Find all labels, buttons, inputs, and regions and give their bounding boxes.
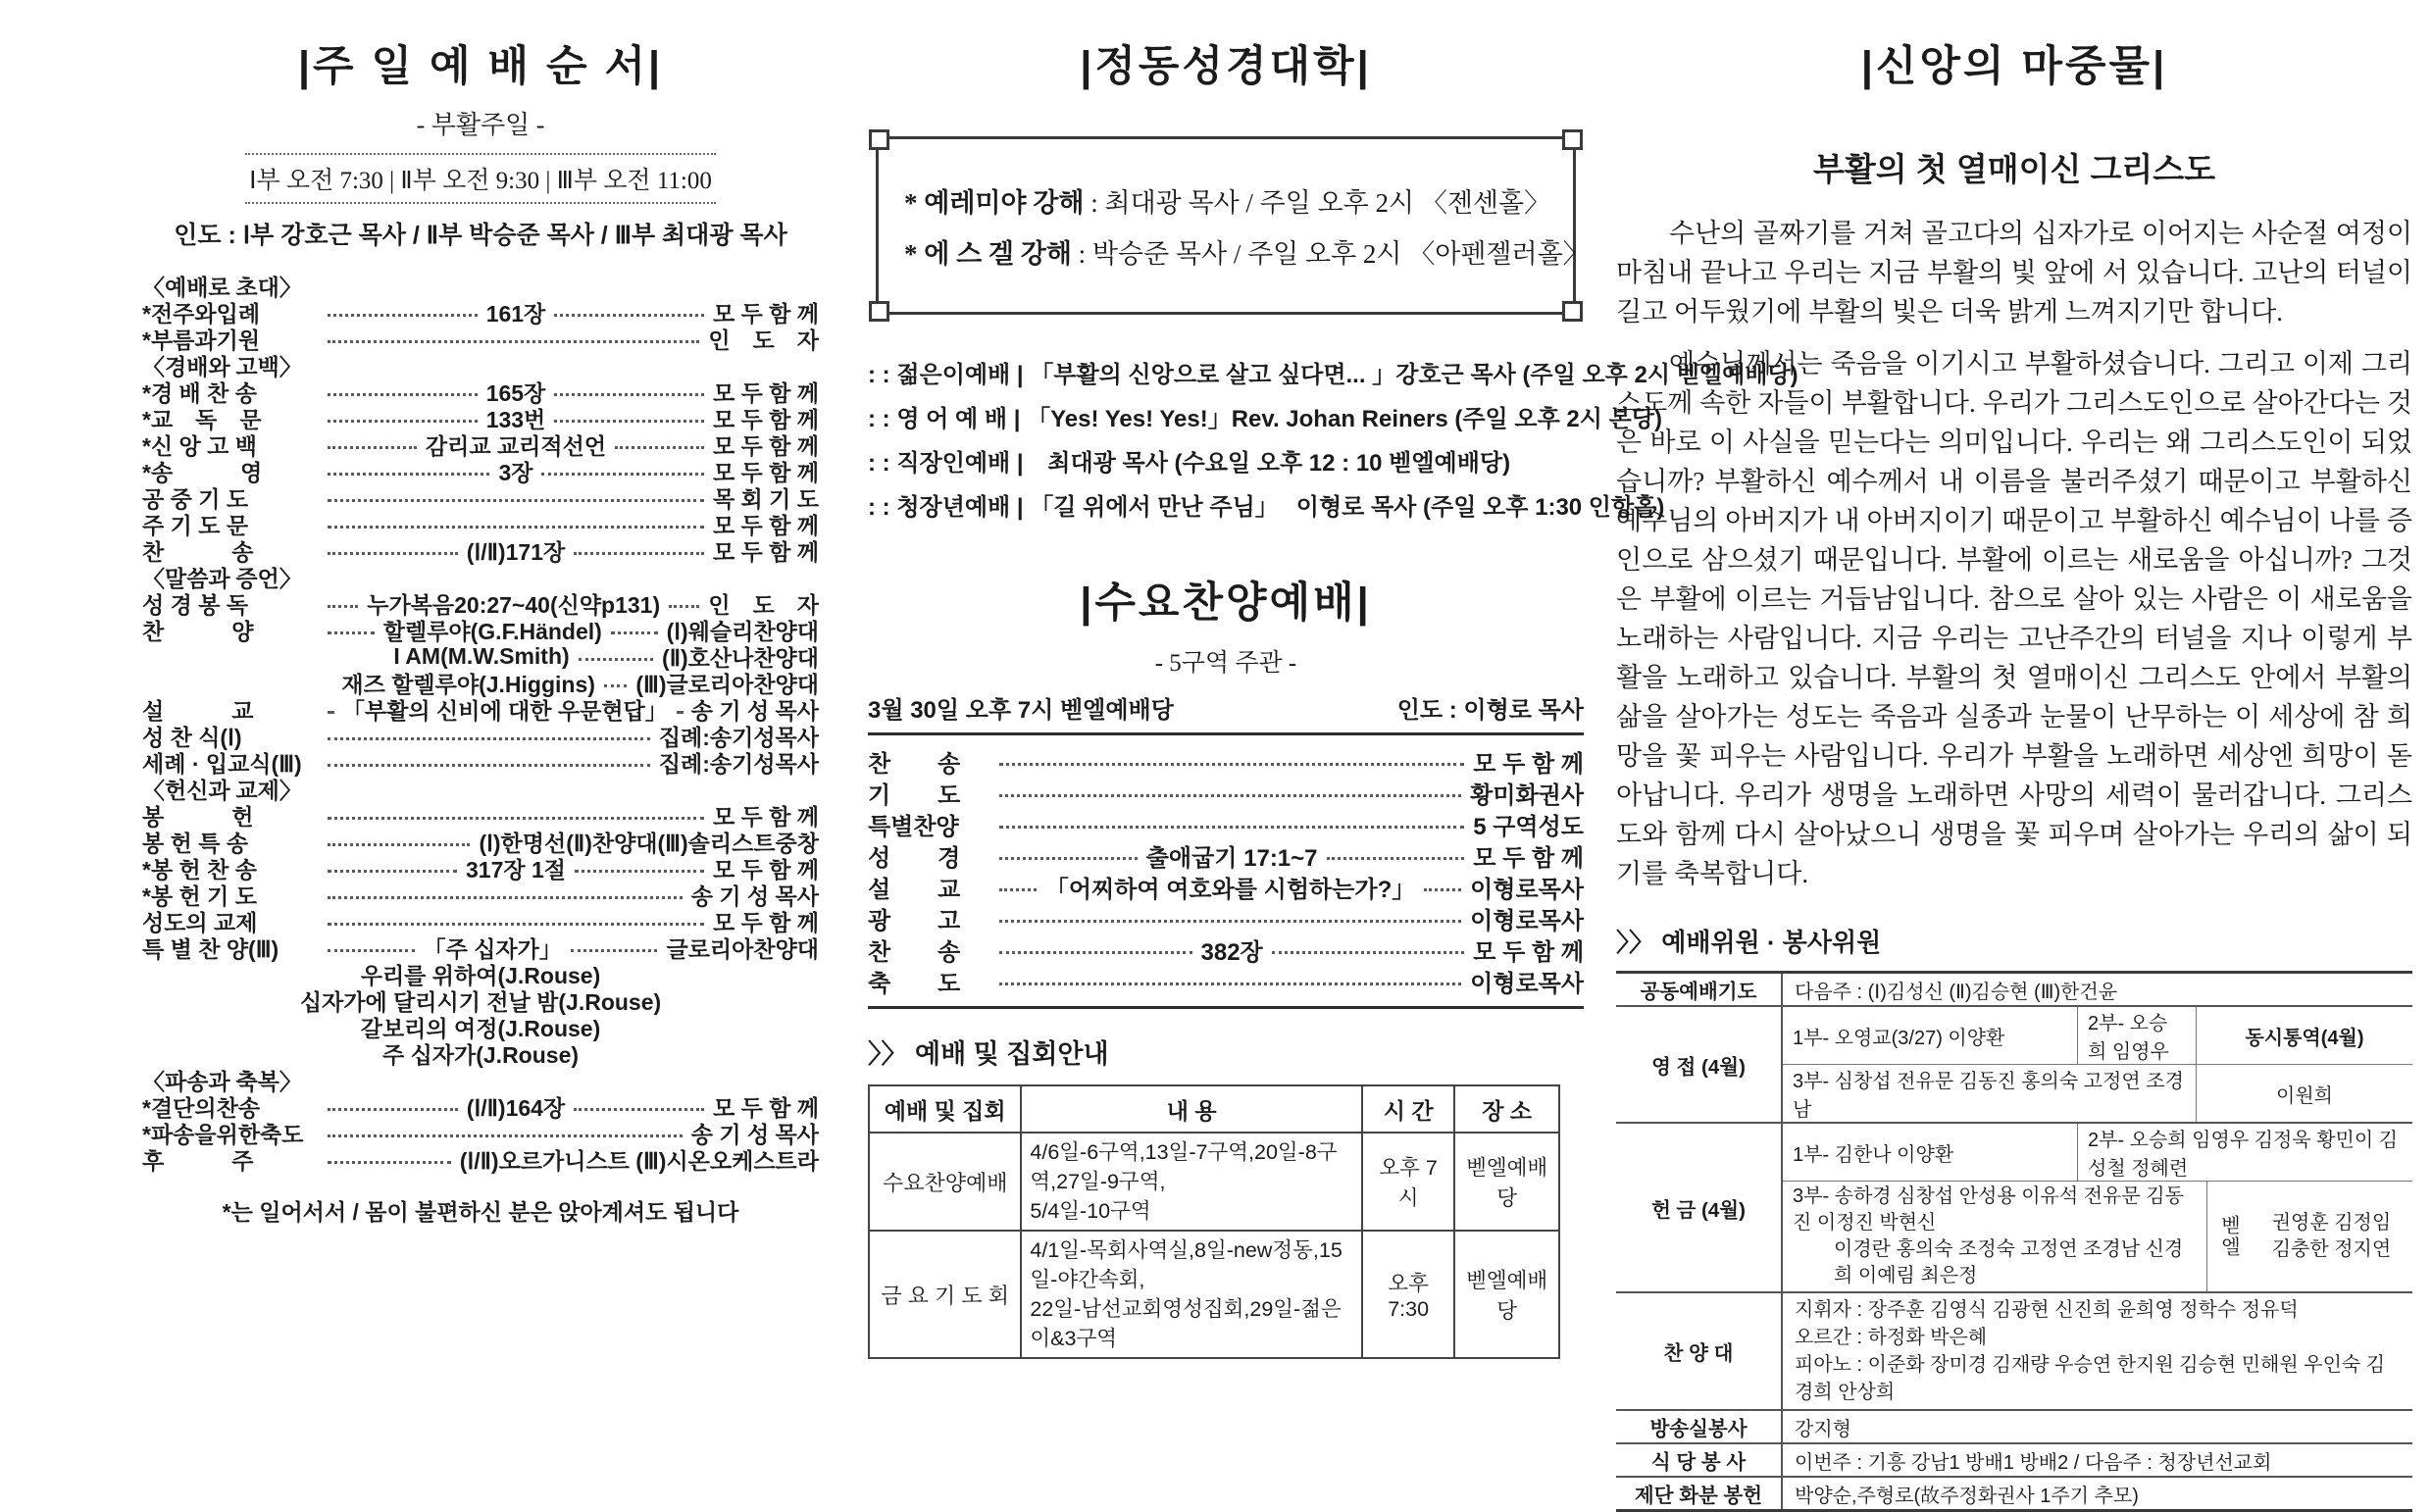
- schedule-content: [1021, 1231, 1362, 1358]
- order-item-label: *신 앙 고 백: [142, 433, 257, 459]
- dot-leader: [328, 711, 333, 714]
- offering-part3: [1783, 1182, 2206, 1291]
- offering-name-line: 권영훈 김정임: [2271, 1212, 2392, 1234]
- row-label: 식 당 봉 사: [1616, 1444, 1783, 1476]
- offering-part1: 1부- 김한나 이양환: [1793, 1143, 1954, 1166]
- dot-leader: [575, 870, 704, 873]
- order-item-label: 설 교: [142, 698, 254, 724]
- dot-leader: [328, 393, 478, 396]
- schedule-content-line: 5/4일-10구역: [1030, 1199, 1151, 1223]
- interpreter-name: 이원희: [2196, 1065, 2412, 1122]
- order-item-assignee: 목 회 기 도: [712, 486, 819, 512]
- order-item-assignee: 모 두 함 께: [712, 910, 819, 935]
- order-item-label: 세례 · 입교식(Ⅲ): [142, 751, 302, 777]
- dot-leader: [999, 763, 1464, 766]
- lecture-name: * 에 스 겔 강해: [904, 238, 1072, 269]
- order-section-header: 〈경배와 고백〉: [142, 355, 302, 379]
- dot-leader: [999, 983, 1461, 985]
- order-row: [868, 902, 1584, 933]
- order-item-label: 찬 양: [142, 619, 254, 644]
- order-item-center: 할렐루야(G.F.Händel): [382, 619, 602, 644]
- choir-conductors: 지휘자 : 장주훈 김영식 김광현 신진희 윤희영 정학수 정유덕: [1795, 1299, 2299, 1321]
- order-row: [868, 871, 1584, 902]
- order-item-assignee: (Ⅰ)한명선(Ⅱ)찬양대(Ⅲ)솔리스트중창: [479, 831, 819, 856]
- broadcast-row: [1616, 1411, 2412, 1444]
- sunday-worship-title: |주 일 예 배 순 서|: [297, 43, 664, 90]
- dot-leader: [554, 420, 704, 423]
- service-times: Ⅰ부 오전 7:30 | Ⅱ부 오전 9:30 | Ⅲ부 오전 11:00: [245, 153, 716, 204]
- order-item-assignee: 인 도 자: [708, 328, 819, 353]
- order-item-label: *결단의찬송: [142, 1095, 261, 1121]
- wednesday-subtitle: - 5구역 주관 -: [1154, 650, 1297, 677]
- order-item-label: 설 교: [868, 876, 961, 903]
- order-item-center: 「어찌하여 여호와를 시험하는가?」: [1044, 876, 1416, 903]
- order-row: [142, 749, 819, 776]
- box-corner-ornament: [869, 129, 889, 150]
- service-detail: Rev. Johan Reiners (주일 오후 2시 본당): [1231, 406, 1662, 432]
- order-item-label: 봉 헌 특 송: [142, 831, 249, 856]
- order-item-assignee: (Ⅰ/Ⅱ)오르가니스트 (Ⅲ)시온오케스트라: [459, 1148, 819, 1174]
- offering-subrow-1: [1783, 1124, 2412, 1181]
- dot-leader: [328, 870, 457, 873]
- row-label: 방송실봉사: [1616, 1411, 1783, 1442]
- service-detail: 이형로 목사 (주일 오후 1:30 인항홀): [1295, 494, 1665, 521]
- schedule-table: [868, 1084, 1560, 1359]
- row-value: 강지형: [1795, 1418, 1851, 1440]
- order-item-assignee: 집례:송기성목사: [658, 751, 819, 777]
- service-sermon-title: 「Yes! Yes! Yes!」: [1027, 406, 1232, 432]
- order-item-label: 공 중 기 도: [142, 486, 249, 512]
- choir-organists: 오르간 : 하정화 박은혜: [1795, 1327, 1988, 1348]
- order-item-assignee: 모 두 함 께: [712, 804, 819, 830]
- greeting-row: [1616, 1007, 2412, 1124]
- order-item-center: 317장 1절: [465, 857, 566, 882]
- order-row: [142, 617, 819, 643]
- offering-line: 3부- 송하경 심창섭 안성용 이유석 전유문 김동진 이정진 박현신: [1793, 1185, 2184, 1234]
- order-row: [142, 458, 819, 484]
- essay-body: [1616, 214, 2412, 893]
- order-item-assignee: 송 기 성 목사: [690, 1122, 819, 1147]
- order-continuation-row: [142, 643, 819, 670]
- schedule-place: 벧엘예배당: [1454, 1231, 1559, 1358]
- order-item-assignee: 송 기 성 목사: [690, 698, 819, 724]
- dot-leader: [1424, 888, 1461, 891]
- service-row: [868, 394, 1662, 438]
- order-item-label: 성 경: [868, 844, 961, 872]
- bible-college-line: [904, 175, 1551, 226]
- row-label: 찬 양 대: [1616, 1293, 1783, 1409]
- order-item-label: *부름과기원: [142, 328, 261, 353]
- order-item-label: 특 별 찬 양(Ⅲ): [142, 936, 279, 962]
- service-sermon-title: 「길 위에서 만난 주님」: [1030, 494, 1279, 521]
- service-label: : : 직장인예배 |: [868, 450, 1031, 477]
- order-item-assignee: 모 두 함 께: [1473, 750, 1584, 778]
- order-row: [142, 537, 819, 564]
- dot-leader: [328, 420, 478, 423]
- dot-leader: [1327, 857, 1465, 860]
- order-row: [142, 405, 819, 431]
- box-corner-ornament: [869, 301, 889, 322]
- col-header-meeting: 예배 및 집회: [869, 1085, 1021, 1133]
- dot-leader: [579, 658, 653, 661]
- greeting-subrow-2: [1783, 1064, 2412, 1122]
- order-row: [142, 431, 819, 458]
- order-item-label: *파송을위한축도: [142, 1122, 304, 1147]
- wednesday-info-line: [868, 690, 1584, 725]
- dot-leader: [669, 605, 699, 608]
- dot-leader: [328, 817, 704, 820]
- lecture-detail: : 박승준 목사 / 주일 오후 2시 〈아펜젤러홀〉: [1071, 238, 1590, 269]
- order-item-assignee: 집례:송기성목사: [658, 725, 819, 750]
- order-item-center: 165장: [485, 380, 546, 406]
- faith-column: [1616, 0, 2412, 1512]
- order-item-label: *경 배 찬 송: [142, 380, 257, 406]
- order-item-label: *송 영: [142, 460, 263, 485]
- order-item-assignee: 모 두 함 께: [712, 1095, 820, 1121]
- order-center-line: 갈보리의 여정(J.Rouse): [360, 1016, 601, 1041]
- faith-primer-title: |신앙의 마중물|: [1860, 43, 2168, 90]
- order-item-assignee: 모 두 함 께: [712, 857, 820, 882]
- order-item-center: 「부활의 신비에 대한 우문현답」: [341, 698, 668, 724]
- order-item-center: 누가복음20:27~40(신약p131): [367, 592, 661, 618]
- easter-subtitle: - 부활주일 -: [416, 111, 545, 139]
- order-row: [142, 723, 819, 749]
- bethel-tag: 벧엘: [2206, 1182, 2251, 1291]
- order-item-assignee: 모 두 함 께: [712, 513, 819, 538]
- dot-leader: [554, 314, 704, 317]
- order-row: [142, 511, 819, 537]
- offering-content: [1783, 1124, 2412, 1291]
- row-value: 박양순,주형로(故주정화권사 1주기 추모): [1795, 1485, 2139, 1507]
- dot-leader: [328, 526, 704, 529]
- order-item-label: 성 경 봉 독: [142, 592, 249, 618]
- row-label: 헌 금 (4월): [1616, 1124, 1783, 1291]
- dot-leader: [328, 446, 417, 449]
- order-item-assignee: 글로리아찬양대: [666, 936, 820, 962]
- essay-headline: 부활의 첫 열매이신 그리스도: [1812, 151, 2216, 187]
- dot-leader: [999, 888, 1037, 891]
- essay-paragraph: 예수님께서는 죽음을 이기시고 부활하셨습니다. 그리고 이제 그리스도께 속한 자들이 부활합니다. 우리가 그리스도인으로 살아간다는 것은 바로 이 사실을 믿는다는 의미입니다. 우리는 왜 그리스도인이 되었습니까? 부활하신 예수께서 내 이름을 불러주셨기 때문이고 부활하신 예수님의 아버지가 내 아버지이기 때문이고 부활하신 예수님이 나를 증인으로 삼으셨기 때문입니다. 부활에 이르는 새로움을 아십니까? 그것은 부활에 이르는 거듭남입니다. 참으로 살아 있는 사람은 이 새로움을 노래하는 사람입니다. 지금 우리는 고난주간의 터널을 지나 이렇게 부활을 노래하고 있습니다. 부활의 첫 열매이신 그리스도 안에서 부활의 삶을 살아가는 성도는 죽음과 실종과 눈물이 난무하는 이 세상에 참 희망을 꽃 피우는 사람입니다. 우리가 부활을 노래하면 세상엔 희망이 돋아납니다. 우리가 생명을 노래하면 사망의 세력이 물러갑니다. 그리스도와 함께 다시 살아났으니 생명을 꽃 피우며 살아가는 우리의 삶이 되기를 축복합니다.: [1616, 349, 2412, 888]
- order-item-label: 찬 송: [142, 539, 254, 565]
- col-header-content: 내 용: [1021, 1085, 1362, 1133]
- dot-leader: [574, 1108, 704, 1111]
- choir-content: [1783, 1293, 2412, 1409]
- bible-college-box: [876, 136, 1590, 315]
- flowers-row: [1616, 1478, 2412, 1509]
- dot-leader: [328, 1108, 458, 1111]
- order-item-label: 성 찬 식(Ⅰ): [142, 725, 242, 750]
- offering-line: 이경란 홍의숙 조정숙 고정연 조경남 신경희 이예림 최은정: [1834, 1238, 2184, 1286]
- offering-names: [2251, 1182, 2412, 1291]
- order-item-center: 3장: [498, 460, 533, 485]
- order-item-center: 382장: [1200, 938, 1263, 966]
- dot-leader: [554, 393, 704, 396]
- service-label: : : 청장년예배 |: [868, 494, 1031, 521]
- offering-part2: 2부- 오승희 임영우 김정욱 황민이 김성철 정혜련: [2077, 1124, 2412, 1181]
- col-header-time: 시 간: [1362, 1085, 1454, 1133]
- order-item-label: 찬 송: [868, 938, 961, 966]
- order-center-line: 십자가에 달리시기 전날 밤(J.Rouse): [299, 989, 662, 1015]
- dot-leader: [328, 737, 650, 740]
- order-row: [868, 965, 1584, 996]
- schedule-content: [1021, 1133, 1362, 1231]
- dot-leader: [328, 896, 683, 899]
- order-item-center: (Ⅰ/Ⅱ)164장: [466, 1095, 566, 1121]
- service-label: : : 젊은이예배 |: [868, 362, 1031, 388]
- bible-college-line: [904, 226, 1590, 277]
- schedule-content-line: 22일-남선교회영성집회,29일-젊은이&3구역: [1030, 1297, 1342, 1350]
- lecture-name: * 예레미야 강해: [904, 187, 1085, 218]
- order-item-assignee: 모 두 함 께: [712, 460, 819, 485]
- order-row: [142, 802, 819, 829]
- dot-leader: [615, 446, 704, 449]
- dot-leader: [611, 631, 658, 634]
- order-row: [868, 933, 1584, 965]
- order-row: [868, 808, 1584, 839]
- order-row: [142, 908, 819, 934]
- order-item-center: 161장: [485, 301, 546, 327]
- order-item-center: 133번: [485, 407, 546, 432]
- order-item-label: 주 기 도 문: [142, 513, 249, 538]
- dot-leader: [604, 684, 627, 687]
- dot-leader: [328, 1161, 451, 1164]
- schedule-place: 벧엘예배당: [1454, 1133, 1559, 1231]
- row-value: 이번주 : 기흥 강남1 방배1 방배2 / 다음주 : 청장년선교회: [1795, 1451, 2272, 1474]
- order-item-assignee: 모 두 함 께: [712, 433, 819, 459]
- order-item-label: *교 독 문: [142, 407, 262, 432]
- order-item-label: 성도의 교제: [142, 910, 258, 935]
- dot-leader: [999, 857, 1138, 860]
- dot-leader: [541, 473, 703, 476]
- dot-leader: [328, 605, 358, 608]
- order-item-label: *봉 헌 기 도: [142, 883, 257, 909]
- dot-leader: [328, 314, 478, 317]
- order-item-center: 「주 십자가」: [423, 936, 562, 962]
- service-detail: 최대광 목사 (수요일 오후 12 : 10 벧엘예배당): [1047, 450, 1511, 477]
- dot-leader: [999, 920, 1461, 923]
- order-item-assignee: 모 두 함 께: [712, 301, 820, 327]
- wednesday-leader: 인도 : 이형로 목사: [1396, 697, 1584, 724]
- essay-paragraph: 수난의 골짜기를 거쳐 골고다의 십자가로 이어지는 사순절 여정이 마침내 끝나고 우리는 지금 부활의 빛 앞에 서 있습니다. 고난의 터널이 길고 어두웠기에 부활의 빛은 더욱 밝게 느껴지기만 합니다.: [1616, 219, 2412, 327]
- order-item-assignee: (Ⅱ)호산나찬양대: [662, 645, 819, 671]
- order-row: [142, 378, 819, 405]
- order-row: [142, 326, 819, 352]
- order-item-label: 찬 송: [868, 750, 961, 778]
- committee-table: [1616, 971, 2412, 1512]
- schedule-meeting-name: 수요찬양예배: [869, 1133, 1021, 1231]
- dot-leader: [1272, 951, 1465, 954]
- choir-pianists: 피아노 : 이준화 장미경 김재량 우승연 한지원 김승현 민해원 우인숙 김경희 안상희: [1795, 1354, 2386, 1403]
- order-row: [142, 590, 819, 617]
- schedule-table-body: [869, 1133, 1559, 1358]
- order-section-header: 〈파송과 축복〉: [142, 1070, 302, 1094]
- order-item-center: 재즈 할렐루야(J.Higgins): [341, 672, 595, 697]
- service-row: [868, 438, 1584, 482]
- service-row: [868, 350, 1799, 394]
- worship-order-list: [142, 273, 819, 1173]
- row-label: 영 접 (4월): [1616, 1007, 1783, 1122]
- order-item-label: 축 도: [868, 970, 961, 997]
- order-continuation-row: [142, 670, 819, 696]
- offering-row: [1616, 1124, 2412, 1293]
- schedule-table-head: [869, 1085, 1559, 1133]
- order-row: [142, 1146, 819, 1173]
- box-corner-ornament: [1562, 301, 1583, 322]
- other-services-list: [868, 350, 1799, 527]
- order-row: [868, 745, 1584, 777]
- order-item-assignee: 모 두 함 께: [712, 380, 820, 406]
- wednesday-order-list: [868, 745, 1584, 996]
- dot-leader: [574, 552, 704, 555]
- greeting-part2: 2부- 오승희 임영우: [2077, 1007, 2196, 1064]
- col-header-place: 장 소: [1454, 1085, 1559, 1133]
- order-item-assignee: (Ⅲ)글로리아찬양대: [635, 672, 820, 697]
- schedule-content-line: 4/6일-6구역,13일-7구역,20일-8구역,27일-9구역,: [1030, 1140, 1338, 1193]
- joint-prayer-row: [1616, 974, 2412, 1007]
- order-row: [142, 484, 819, 511]
- order-item-label: *전주와입례: [142, 301, 261, 327]
- order-item-label: *봉 헌 찬 송: [142, 857, 257, 882]
- order-item-assignee: 인 도 자: [708, 592, 820, 618]
- order-item-assignee: (Ⅰ)웨슬리찬양대: [666, 619, 819, 644]
- schedule-time: 오후 7시: [1362, 1133, 1454, 1231]
- order-item-label: 광 고: [868, 907, 961, 934]
- order-row: [142, 934, 819, 961]
- order-item-assignee: 모 두 함 께: [1473, 938, 1585, 966]
- order-center-line: 주 십자가(J.Rouse): [381, 1042, 580, 1068]
- dot-leader: [328, 340, 699, 343]
- divider-rule: [868, 1006, 1584, 1009]
- dot-leader: [328, 499, 704, 502]
- offering-name-line: 김충한 정지연: [2271, 1238, 2392, 1260]
- order-item-label: 기 도: [868, 781, 961, 809]
- greeting-content: [1783, 1007, 2412, 1122]
- order-item-assignee: 모 두 함 께: [712, 539, 820, 565]
- order-item-label: 봉 헌: [142, 804, 254, 830]
- row-value: 다음주 : (Ⅰ)김성신 (Ⅱ)김승현 (Ⅲ)한건윤: [1795, 981, 2118, 1003]
- order-row: [868, 839, 1584, 871]
- order-row: [142, 1120, 819, 1146]
- lecture-detail: : 최대광 목사 / 주일 오후 2시 〈젠센홀〉: [1084, 187, 1551, 218]
- dining-row: [1616, 1444, 2412, 1478]
- schedule-meeting-name: 금 요 기 도 회: [869, 1231, 1021, 1358]
- schedule-content-line: 4/1일-목회사역실,8일-new정동,15일-야간속회,: [1030, 1238, 1343, 1291]
- service-detail: 강호근 목사 (주일 오후 2시 벧엘예배당): [1395, 362, 1799, 388]
- dot-leader: [999, 794, 1461, 797]
- order-item-assignee: 5 구역성도: [1473, 813, 1584, 840]
- dot-leader: [328, 764, 650, 767]
- order-item-label: 후 주: [142, 1148, 254, 1174]
- dot-leader: [677, 711, 683, 714]
- sunday-worship-column: [142, 0, 819, 1227]
- order-section-header: 〈예배로 초대〉: [142, 276, 302, 300]
- order-center-line: 우리를 위하여(J.Rouse): [360, 963, 601, 988]
- schedule-row: [869, 1133, 1559, 1231]
- greeting-part1: 1부- 오영교(3/27) 이양환: [1793, 1027, 2005, 1049]
- order-row: [142, 1093, 819, 1120]
- service-sermon-title: 「부활의 신앙으로 살고 싶다면... 」: [1030, 362, 1396, 388]
- standing-footnote: *는 일어서서 / 몸이 불편하신 분은 앉아계셔도 됩니다: [222, 1199, 739, 1225]
- dot-leader: [328, 843, 470, 846]
- dot-leader: [328, 473, 489, 476]
- order-item-assignee: 황미화권사: [1470, 781, 1584, 809]
- greeting-part3: 3부- 심창섭 전유문 김동진 홍의숙 고정연 조경남: [1793, 1071, 2184, 1121]
- greeting-subrow-1: [1783, 1007, 2412, 1064]
- dot-leader: [999, 951, 1192, 954]
- wednesday-praise-title: |수요찬양예배|: [1080, 580, 1372, 627]
- dot-leader: [328, 949, 415, 952]
- order-item-assignee: 이형로목사: [1470, 907, 1584, 934]
- divider-rule: [868, 732, 1584, 735]
- dot-leader: [328, 552, 458, 555]
- order-item-assignee: 이형로목사: [1470, 876, 1584, 903]
- committee-heading: 〉〉 예배위원 · 봉사위원: [1616, 928, 1882, 957]
- box-corner-ornament: [1562, 129, 1583, 150]
- offering-subrow-2: [1783, 1181, 2412, 1291]
- order-item-assignee: 모 두 함 께: [712, 407, 820, 432]
- bible-college-title: |정동성경대학|: [1080, 43, 1372, 90]
- order-row: [142, 855, 819, 882]
- dot-leader: [328, 923, 704, 926]
- order-item-center: (Ⅰ/Ⅱ)171장: [466, 539, 566, 565]
- order-item-assignee: 이형로목사: [1470, 970, 1584, 997]
- order-item-label: 특별찬양: [868, 813, 959, 840]
- order-row: [868, 777, 1584, 808]
- order-row: [142, 829, 819, 855]
- order-item-center: 출애굽기 17:1~7: [1145, 844, 1318, 872]
- interpreting-header: 동시통역(4월): [2196, 1007, 2412, 1064]
- order-item-center: I AM(M.W.Smith): [393, 643, 570, 669]
- order-section-header: 〈헌신과 교제〉: [142, 779, 302, 803]
- dot-leader: [328, 631, 375, 634]
- order-item-assignee: 송 기 성 목사: [690, 883, 819, 909]
- order-section-header: 〈말씀과 증언〉: [142, 567, 302, 591]
- service-label: : : 영 어 예 배 |: [868, 406, 1028, 432]
- schedule-row: [869, 1231, 1559, 1358]
- schedule-time: 오후7:30: [1362, 1231, 1454, 1358]
- order-row: [142, 299, 819, 326]
- order-item-assignee: 모 두 함 께: [1473, 844, 1584, 872]
- row-label: 제단 화분 봉헌: [1616, 1478, 1783, 1509]
- row-label: 공동예배기도: [1616, 974, 1783, 1005]
- service-leaders: 인도 : Ⅰ부 강호근 목사 / Ⅱ부 박승준 목사 / Ⅲ부 최대광 목사: [174, 222, 787, 249]
- order-item-center: 감리교 교리적선언: [425, 433, 607, 459]
- order-row: [142, 882, 819, 908]
- order-row: [142, 696, 819, 723]
- dot-leader: [571, 949, 658, 952]
- schedule-heading: 〉〉 예배 및 집회안내: [868, 1039, 1109, 1069]
- schedule-header-row: [869, 1085, 1559, 1133]
- choir-row: [1616, 1293, 2412, 1411]
- dot-leader: [999, 826, 1464, 829]
- service-row: [868, 482, 1665, 527]
- dot-leader: [328, 1134, 683, 1137]
- wednesday-datetime: 3월 30일 오후 7시 벧엘예배당: [868, 697, 1174, 724]
